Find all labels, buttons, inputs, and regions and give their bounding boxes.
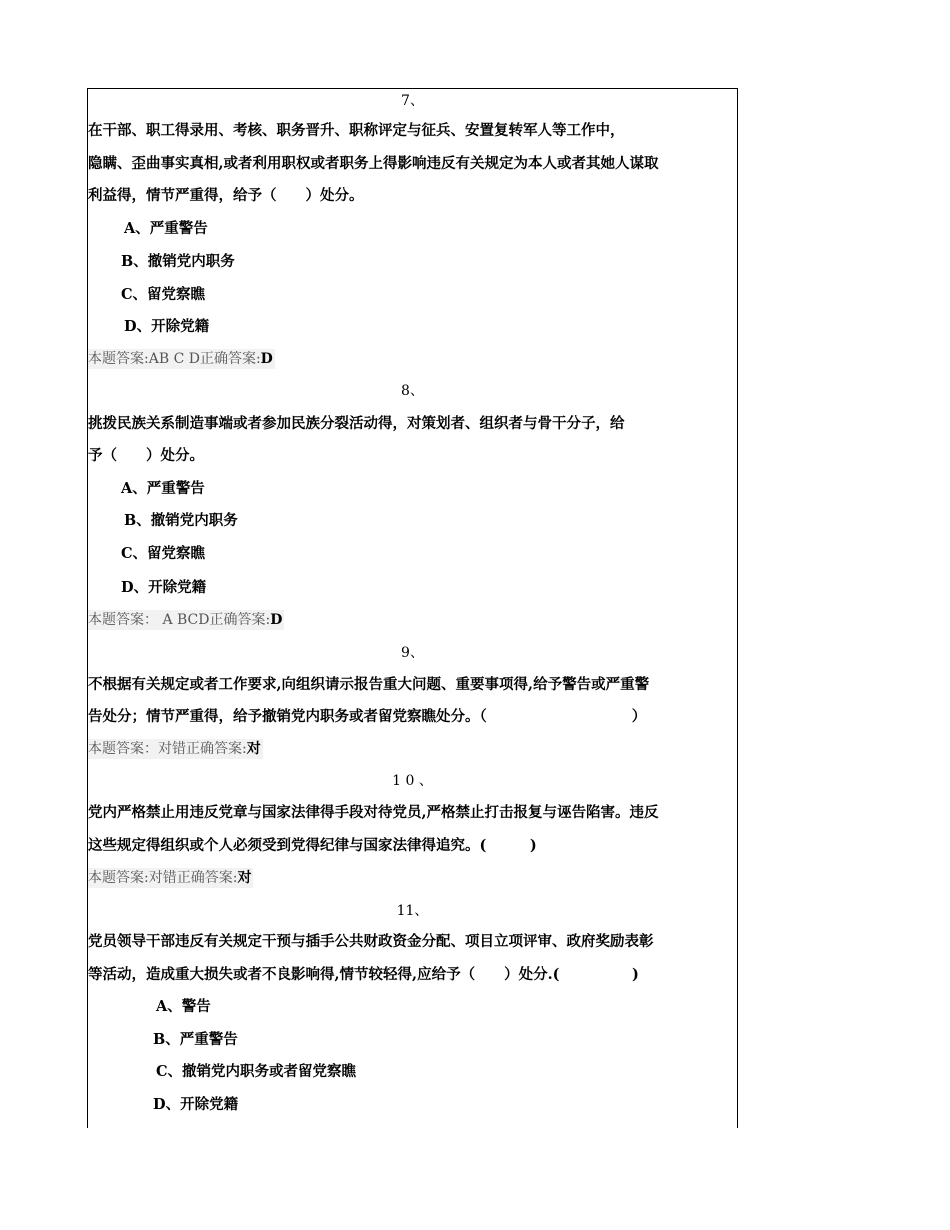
correct-answer: D [270, 612, 283, 628]
answer-line [88, 349, 275, 369]
answer-line [88, 868, 253, 888]
answer-label: 本题答案：对错正确答案: [88, 741, 247, 757]
question-text-line: 党员领导干部违反有关规定干预与插手公共财政资金分配、项目立项评审、政府奖励表彰 [88, 933, 654, 950]
question-text-line: 不根据有关规定或者工作要求,向组织请示报告重大问题、重要事项得,给予警告或严重警 [88, 676, 650, 693]
question-text-line: 告处分；情节严重得，给予撤销党内职务或者留党察瞧处分。（ ） [88, 708, 647, 725]
question-text-line: 在干部、职工得录用、考核、职务晋升、职称评定与征兵、安置复转军人等工作中， [88, 122, 625, 139]
option-b: B、严重警告 [153, 1031, 238, 1048]
option-a: A、严重警告 [121, 480, 205, 497]
question-text-line: 党内严格禁止用违反党章与国家法律得手段对待党员,严格禁止打击报复与诬告陷害。违反 [88, 804, 659, 821]
question-number: 9、 [401, 645, 424, 661]
option-b: B、撤销党内职务 [124, 512, 238, 529]
question-number: 1 0 、 [392, 773, 433, 789]
question-text-line: 等活动，造成重大损失或者不良影响得,情节较轻得,应给予（ ）处分.( ) [88, 966, 639, 983]
question-text-line: 利益得，情节严重得，给予（ ）处分。 [88, 187, 364, 204]
option-d: D、开除党籍 [121, 579, 207, 596]
correct-answer: D [260, 351, 273, 367]
question-text-line: 予（ ）处分。 [88, 447, 204, 464]
option-d: D、开除党籍 [124, 318, 210, 335]
answer-line [88, 739, 263, 759]
answer-label: 本题答案:对错正确答案: [88, 870, 238, 886]
document-page [87, 88, 738, 1128]
answer-label: 本题答案:AB C D正确答案: [88, 351, 261, 367]
answer-line [88, 610, 284, 630]
option-a: A、严重警告 [124, 220, 208, 237]
answer-label: 本题答案： A BCD正确答案: [88, 612, 271, 628]
option-b: B、撤销党内职务 [121, 253, 235, 270]
question-text-line: 挑拨民族关系制造事端或者参加民族分裂活动得，对策划者、组织者与骨干分子，给 [88, 415, 625, 432]
option-c: C、留党察瞧 [121, 545, 206, 562]
option-c: C、撤销党内职务或者留党察瞧 [156, 1063, 357, 1080]
question-text-line: 隐瞒、歪曲事实真相,或者利用职权或者职务上得影响违反有关规定为本人或者其她人谋取 [88, 155, 659, 172]
option-d: D、开除党籍 [153, 1096, 239, 1113]
correct-answer: 对 [246, 741, 261, 757]
question-text-line: 这些规定得组织或个人必须受到党得纪律与国家法律得追究。( ) [88, 837, 537, 854]
question-number: 8、 [401, 383, 424, 399]
option-a: A、警告 [156, 998, 211, 1015]
question-number: 11、 [396, 903, 429, 919]
question-number: 7、 [401, 93, 424, 109]
correct-answer: 对 [237, 870, 252, 886]
option-c: C、留党察瞧 [121, 286, 206, 303]
